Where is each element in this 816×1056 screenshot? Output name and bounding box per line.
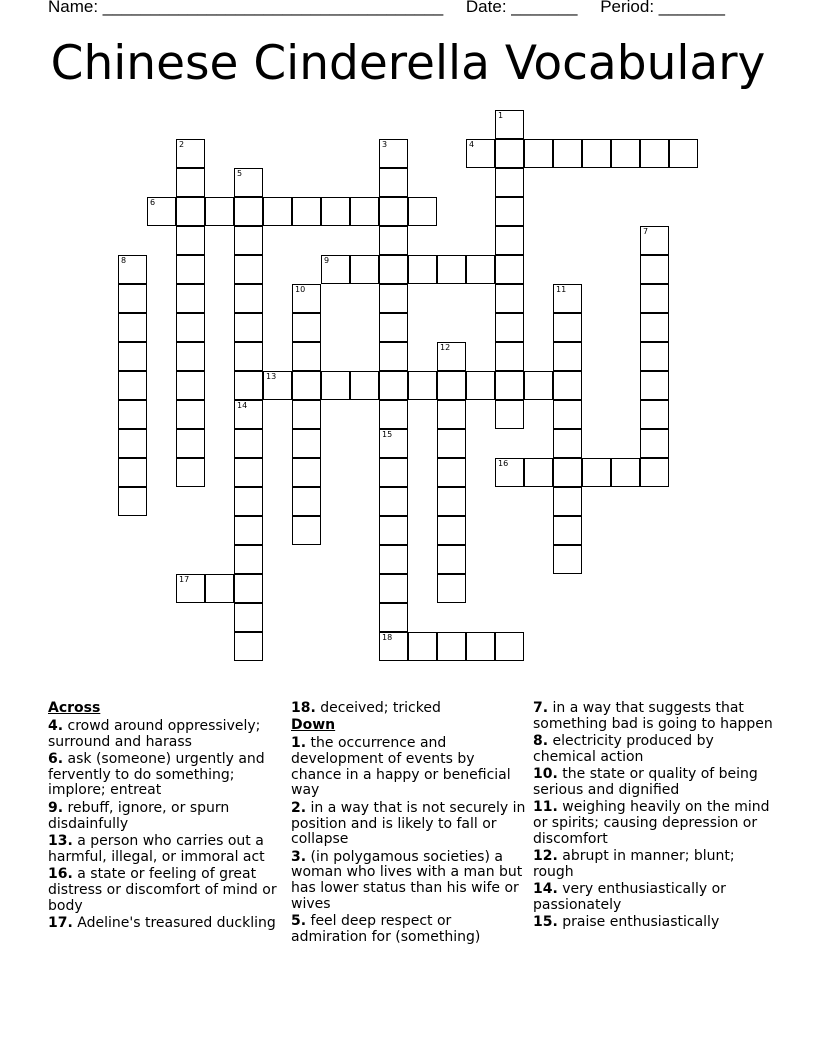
grid-cell[interactable] — [640, 429, 669, 458]
clue-number: 1 — [498, 111, 504, 120]
grid-cell[interactable] — [292, 487, 321, 516]
clue-number: 8 — [121, 256, 127, 265]
grid-cell[interactable] — [263, 197, 292, 226]
clue-number: 7 — [643, 227, 649, 236]
clue-down-5: 5. feel deep respect or admiration for (something) — [291, 913, 481, 946]
grid-cell[interactable] — [640, 139, 669, 168]
clue-number: 5 — [237, 169, 243, 178]
grid-cell[interactable] — [495, 197, 524, 226]
grid-cell[interactable] — [640, 255, 669, 284]
grid-cell[interactable] — [263, 371, 292, 400]
clue-across-13: 13. a person who carries out a harmful, illegal, or immoral act — [48, 832, 265, 865]
grid-cell[interactable] — [437, 487, 466, 516]
down-heading: Down — [291, 717, 336, 734]
grid-cell[interactable] — [234, 313, 263, 342]
clue-number: 18 — [382, 633, 393, 642]
page-title: Chinese Cinderella Vocabulary — [50, 36, 766, 91]
grid-cell[interactable] — [118, 429, 147, 458]
grid-cell[interactable] — [292, 458, 321, 487]
clue-number: 14 — [237, 401, 248, 410]
grid-cell[interactable] — [437, 429, 466, 458]
grid-cell[interactable] — [176, 139, 205, 168]
grid-cell[interactable] — [553, 342, 582, 371]
grid-cell[interactable] — [176, 574, 205, 603]
grid-cell[interactable] — [437, 342, 466, 371]
grid-cell[interactable] — [495, 110, 524, 139]
down-clues-column — [291, 701, 529, 947]
grid-cell[interactable] — [408, 632, 437, 661]
grid-cell[interactable] — [292, 516, 321, 545]
grid-cell[interactable] — [379, 226, 408, 255]
grid-cell[interactable] — [495, 458, 524, 487]
grid-cell[interactable] — [640, 400, 669, 429]
date-field[interactable]: Date: _______ — [465, 0, 578, 16]
grid-cell[interactable] — [234, 429, 263, 458]
clue-down-15: 15. praise enthusiastically — [533, 914, 720, 931]
grid-cell[interactable] — [379, 400, 408, 429]
grid-cell[interactable] — [640, 284, 669, 313]
grid-cell[interactable] — [466, 371, 495, 400]
grid-cell[interactable] — [437, 516, 466, 545]
grid-cell[interactable] — [582, 139, 611, 168]
across-clues-column — [48, 701, 284, 933]
grid-cell[interactable] — [234, 545, 263, 574]
grid-cell[interactable] — [379, 545, 408, 574]
grid-cell[interactable] — [176, 197, 205, 226]
grid-cell[interactable] — [292, 342, 321, 371]
grid-cell[interactable] — [205, 574, 234, 603]
grid-cell[interactable] — [147, 197, 176, 226]
grid-cell[interactable] — [437, 545, 466, 574]
clue-number: 3 — [382, 140, 388, 149]
clue-number: 9 — [324, 256, 330, 265]
grid-cell[interactable] — [176, 255, 205, 284]
grid-cell[interactable] — [408, 197, 437, 226]
clue-down-12: 12. abrupt in manner; blunt; rough — [533, 848, 735, 880]
grid-cell[interactable] — [118, 284, 147, 313]
grid-cell[interactable] — [553, 400, 582, 429]
grid-cell[interactable] — [379, 603, 408, 632]
clue-across-17: 17. Adeline's treasured duckling — [48, 914, 276, 931]
grid-cell[interactable] — [379, 168, 408, 197]
grid-cell[interactable] — [350, 255, 379, 284]
grid-cell[interactable] — [408, 255, 437, 284]
across-heading: Across — [48, 700, 101, 716]
grid-cell[interactable] — [176, 458, 205, 487]
grid-cell[interactable] — [437, 371, 466, 400]
clue-across-16: 16. a state or feeling of great distress or discomfort of mind or body — [48, 865, 277, 914]
clue-number: 6 — [150, 198, 156, 207]
grid-cell[interactable] — [292, 400, 321, 429]
grid-cell[interactable] — [118, 487, 147, 516]
clue-down-2: 2. in a way that is not securely in position and is likely to fall or collapse — [291, 799, 526, 848]
grid-cell[interactable] — [640, 371, 669, 400]
clue-number: 16 — [498, 459, 509, 468]
grid-cell[interactable] — [437, 400, 466, 429]
grid-cell[interactable] — [524, 371, 553, 400]
grid-cell[interactable] — [379, 487, 408, 516]
grid-cell[interactable] — [234, 632, 263, 661]
grid-cell[interactable] — [524, 458, 553, 487]
grid-cell[interactable] — [611, 139, 640, 168]
grid-cell[interactable] — [379, 371, 408, 400]
grid-cell[interactable] — [234, 255, 263, 284]
grid-cell[interactable] — [437, 574, 466, 603]
grid-cell[interactable] — [495, 139, 524, 168]
clue-down-8: 8. electricity produced by chemical action — [533, 733, 714, 765]
down-clues-column-continued — [533, 701, 773, 933]
grid-cell[interactable] — [234, 458, 263, 487]
clue-number: 12 — [440, 343, 451, 352]
grid-cell[interactable] — [553, 284, 582, 313]
grid-cell[interactable] — [234, 603, 263, 632]
grid-cell[interactable] — [379, 197, 408, 226]
grid-cell[interactable] — [176, 342, 205, 371]
grid-cell[interactable] — [234, 400, 263, 429]
clue-number: 10 — [295, 285, 306, 294]
grid-cell[interactable] — [379, 284, 408, 313]
grid-cell[interactable] — [118, 400, 147, 429]
grid-cell[interactable] — [379, 139, 408, 168]
grid-cell[interactable] — [379, 313, 408, 342]
grid-cell[interactable] — [118, 342, 147, 371]
grid-cell[interactable] — [350, 371, 379, 400]
grid-cell[interactable] — [495, 226, 524, 255]
grid-cell[interactable] — [379, 516, 408, 545]
grid-cell[interactable] — [611, 458, 640, 487]
grid-cell[interactable] — [379, 342, 408, 371]
period-field[interactable]: Period: _______ — [600, 0, 725, 16]
grid-cell[interactable] — [553, 313, 582, 342]
grid-cell[interactable] — [582, 458, 611, 487]
grid-cell[interactable] — [234, 574, 263, 603]
grid-cell[interactable] — [408, 371, 437, 400]
grid-cell[interactable] — [321, 197, 350, 226]
grid-cell[interactable] — [437, 632, 466, 661]
clue-number: 2 — [179, 140, 185, 149]
grid-cell[interactable] — [553, 545, 582, 574]
clue-number: 17 — [179, 575, 190, 584]
grid-cell[interactable] — [495, 168, 524, 197]
grid-cell[interactable] — [553, 458, 582, 487]
grid-cell[interactable] — [669, 139, 698, 168]
grid-cell[interactable] — [118, 255, 147, 284]
grid-cell[interactable] — [176, 313, 205, 342]
clue-down-3: 3. (in polygamous societies) a woman who lives with a man but has lower status than his wife or wives — [291, 848, 523, 913]
clue-across-6: 6. ask (someone) urgently and fervently to do something; implore; entreat — [48, 750, 265, 799]
grid-cell[interactable] — [437, 255, 466, 284]
grid-cell[interactable] — [234, 342, 263, 371]
grid-cell[interactable] — [553, 429, 582, 458]
clue-down-1: 1. the occurrence and development of events by chance in a happy or beneficial way — [291, 735, 511, 799]
grid-cell[interactable] — [379, 429, 408, 458]
grid-cell[interactable] — [234, 168, 263, 197]
grid-cell[interactable] — [553, 516, 582, 545]
clue-down-11: 11. weighing heavily on the mind or spirits; causing depression or discomfort — [533, 799, 770, 847]
clue-number: 15 — [382, 430, 393, 439]
grid-cell[interactable] — [321, 255, 350, 284]
grid-cell[interactable] — [640, 342, 669, 371]
grid-cell[interactable] — [234, 371, 263, 400]
grid-cell[interactable] — [379, 458, 408, 487]
grid-cell[interactable] — [292, 197, 321, 226]
grid-cell[interactable] — [466, 255, 495, 284]
grid-cell[interactable] — [292, 313, 321, 342]
clue-across-9: 9. rebuff, ignore, or spurn disdainfully — [48, 799, 230, 832]
clue-number: 11 — [556, 285, 567, 294]
grid-cell[interactable] — [118, 371, 147, 400]
grid-cell[interactable] — [553, 371, 582, 400]
grid-cell[interactable] — [176, 400, 205, 429]
grid-cell[interactable] — [495, 342, 524, 371]
grid-cell[interactable] — [379, 255, 408, 284]
grid-cell[interactable] — [495, 632, 524, 661]
grid-cell[interactable] — [640, 226, 669, 255]
grid-cell[interactable] — [176, 284, 205, 313]
grid-cell[interactable] — [379, 632, 408, 661]
grid-cell[interactable] — [466, 139, 495, 168]
clue-across-18: 18. deceived; tricked — [291, 700, 441, 716]
grid-cell[interactable] — [437, 458, 466, 487]
grid-cell[interactable] — [350, 197, 379, 226]
grid-cell[interactable] — [292, 429, 321, 458]
grid-cell[interactable] — [640, 313, 669, 342]
grid-cell[interactable] — [379, 574, 408, 603]
grid-cell[interactable] — [495, 313, 524, 342]
grid-cell[interactable] — [176, 226, 205, 255]
grid-cell[interactable] — [553, 139, 582, 168]
grid-cell[interactable] — [118, 458, 147, 487]
grid-cell[interactable] — [321, 371, 350, 400]
grid-cell[interactable] — [495, 371, 524, 400]
grid-cell[interactable] — [495, 255, 524, 284]
clue-number: 4 — [469, 140, 475, 149]
grid-cell[interactable] — [553, 487, 582, 516]
grid-cell[interactable] — [234, 197, 263, 226]
grid-cell[interactable] — [234, 487, 263, 516]
clue-number: 13 — [266, 372, 277, 381]
grid-cell[interactable] — [495, 400, 524, 429]
grid-cell[interactable] — [234, 226, 263, 255]
clue-down-10: 10. the state or quality of being serious and dignified — [533, 766, 758, 798]
grid-cell[interactable] — [495, 284, 524, 313]
grid-cell[interactable] — [176, 168, 205, 197]
grid-cell[interactable] — [466, 632, 495, 661]
grid-cell[interactable] — [234, 284, 263, 313]
grid-cell[interactable] — [292, 284, 321, 313]
grid-cell[interactable] — [234, 516, 263, 545]
grid-cell[interactable] — [205, 197, 234, 226]
grid-cell[interactable] — [176, 371, 205, 400]
grid-cell[interactable] — [292, 371, 321, 400]
grid-cell[interactable] — [640, 458, 669, 487]
name-field[interactable]: Name: ____________________________________ — [48, 0, 444, 16]
grid-cell[interactable] — [176, 429, 205, 458]
clue-down-7: 7. in a way that suggests that something bad is going to happen — [533, 700, 773, 732]
grid-cell[interactable] — [118, 313, 147, 342]
clue-across-4: 4. crowd around oppressively; surround and harass — [48, 717, 261, 750]
clue-down-14: 14. very enthusiastically or passionately — [533, 881, 726, 914]
grid-cell[interactable] — [524, 139, 553, 168]
